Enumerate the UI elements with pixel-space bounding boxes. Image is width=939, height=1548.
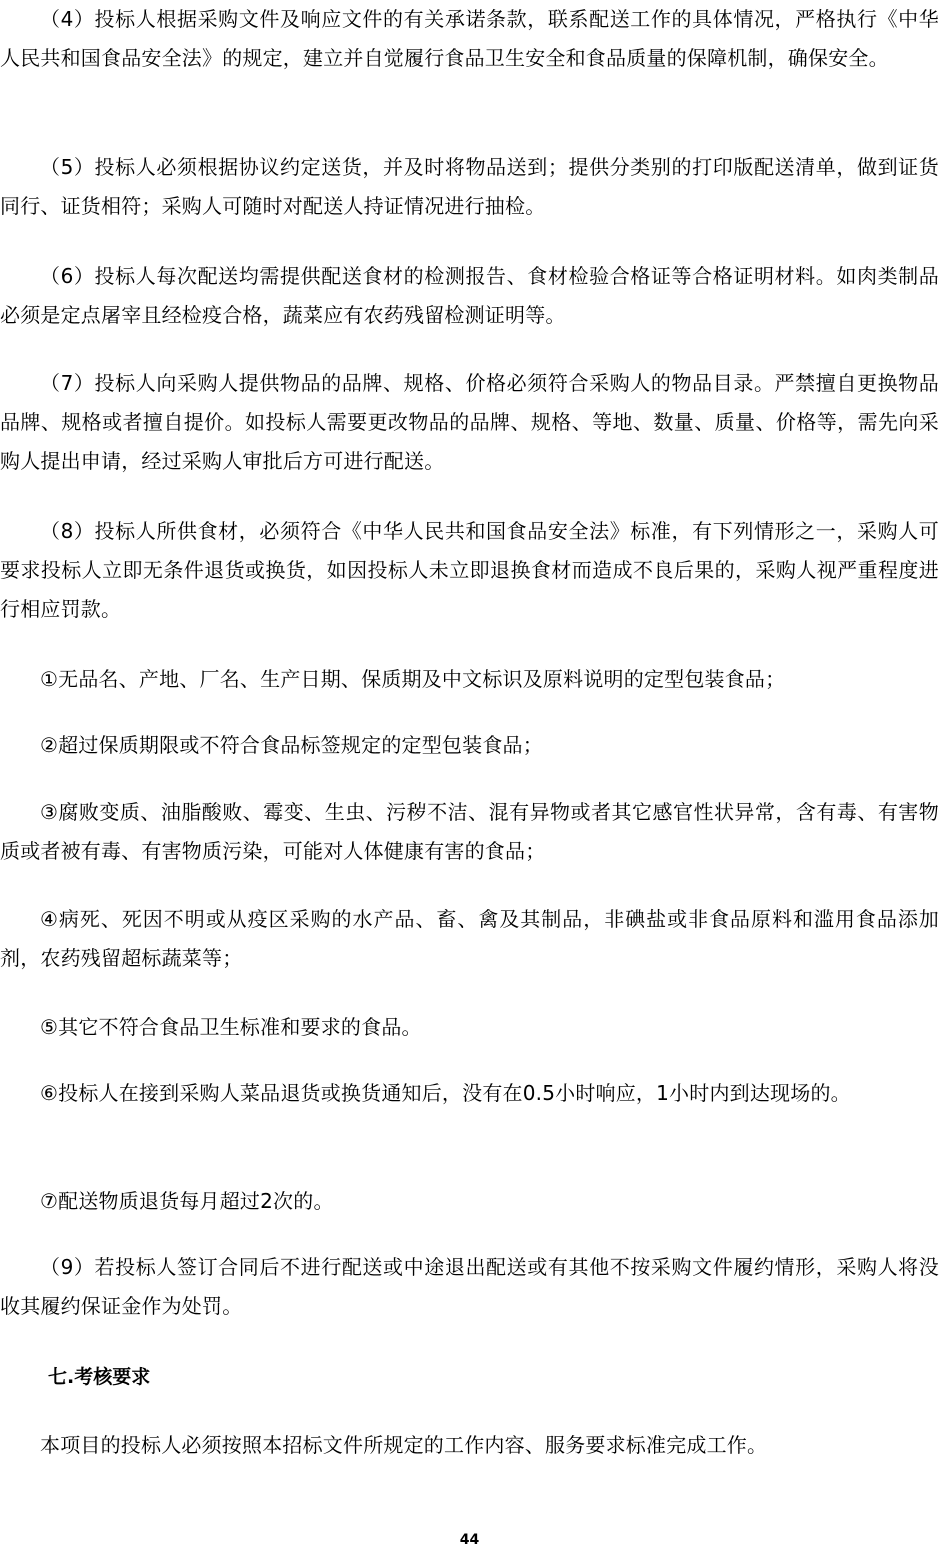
list-item-2: ②超过保质期限或不符合食品标签规定的定型包装食品； xyxy=(40,733,543,757)
list-item-4: ④病死、死因不明或从疫区采购的水产品、畜、禽及其制品，非碘盐或非食品原料和滥用食品添加剂，农药残留超标蔬菜等； xyxy=(0,907,939,970)
paragraph-item-8: （8）投标人所供食材，必须符合《中华人民共和国食品安全法》标准，有下列情形之一，采购人可要求投标人立即无条件退货或换货，如因投标人未立即退换食材而造成不良后果的，采购人视严重程度进行相应罚款。 xyxy=(0,519,939,621)
list-item-7: ⑦配送物质退货每月超过2次的。 xyxy=(40,1189,334,1213)
section-heading: 七.考核要求 xyxy=(48,1366,151,1388)
paragraph-item-7: （7）投标人向采购人提供物品的品牌、规格、价格必须符合采购人的物品目录。严禁擅自更换物品品牌、规格或者擅自提价。如投标人需要更改物品的品牌、规格、等地、数量、质量、价格等，需先向采购人提出申请，经过采购人审批后方可进行配送。 xyxy=(0,371,939,473)
list-item-3: ③腐败变质、油脂酸败、霉变、生虫、污秽不洁、混有异物或者其它感官性状异常，含有毒、有害物质或者被有毒、有害物质污染，可能对人体健康有害的食品； xyxy=(0,800,939,863)
list-item-5: ⑤其它不符合食品卫生标准和要求的食品。 xyxy=(40,1015,422,1039)
paragraph-item-5: （5）投标人必须根据协议约定送货，并及时将物品送到；提供分类别的打印版配送清单，做到证货同行、证货相符；采购人可随时对配送人持证情况进行抽检。 xyxy=(0,155,939,218)
paragraph-item-9: （9）若投标人签订合同后不进行配送或中途退出配送或有其他不按采购文件履约情形，采购人将没收其履约保证金作为处罚。 xyxy=(0,1255,939,1318)
page-number: 44 xyxy=(459,1532,480,1548)
list-item-6: ⑥投标人在接到采购人菜品退货或换货通知后，没有在0.5小时响应，1小时内到达现场的。 xyxy=(40,1081,851,1105)
list-item-1: ①无品名、产地、厂名、生产日期、保质期及中文标识及原料说明的定型包装食品； xyxy=(40,667,786,691)
closing-paragraph: 本项目的投标人必须按照本招标文件所规定的工作内容、服务要求标准完成工作。 xyxy=(40,1433,768,1457)
paragraph-item-6: （6）投标人每次配送均需提供配送食材的检测报告、食材检验合格证等合格证明材料。如肉类制品必须是定点屠宰且经检疫合格，蔬菜应有农药残留检测证明等。 xyxy=(0,264,939,327)
paragraph-item-4: （4）投标人根据采购文件及响应文件的有关承诺条款，联系配送工作的具体情况，严格执行《中华人民共和国食品安全法》的规定，建立并自觉履行食品卫生安全和食品质量的保障机制，确保安全。 xyxy=(0,7,939,70)
